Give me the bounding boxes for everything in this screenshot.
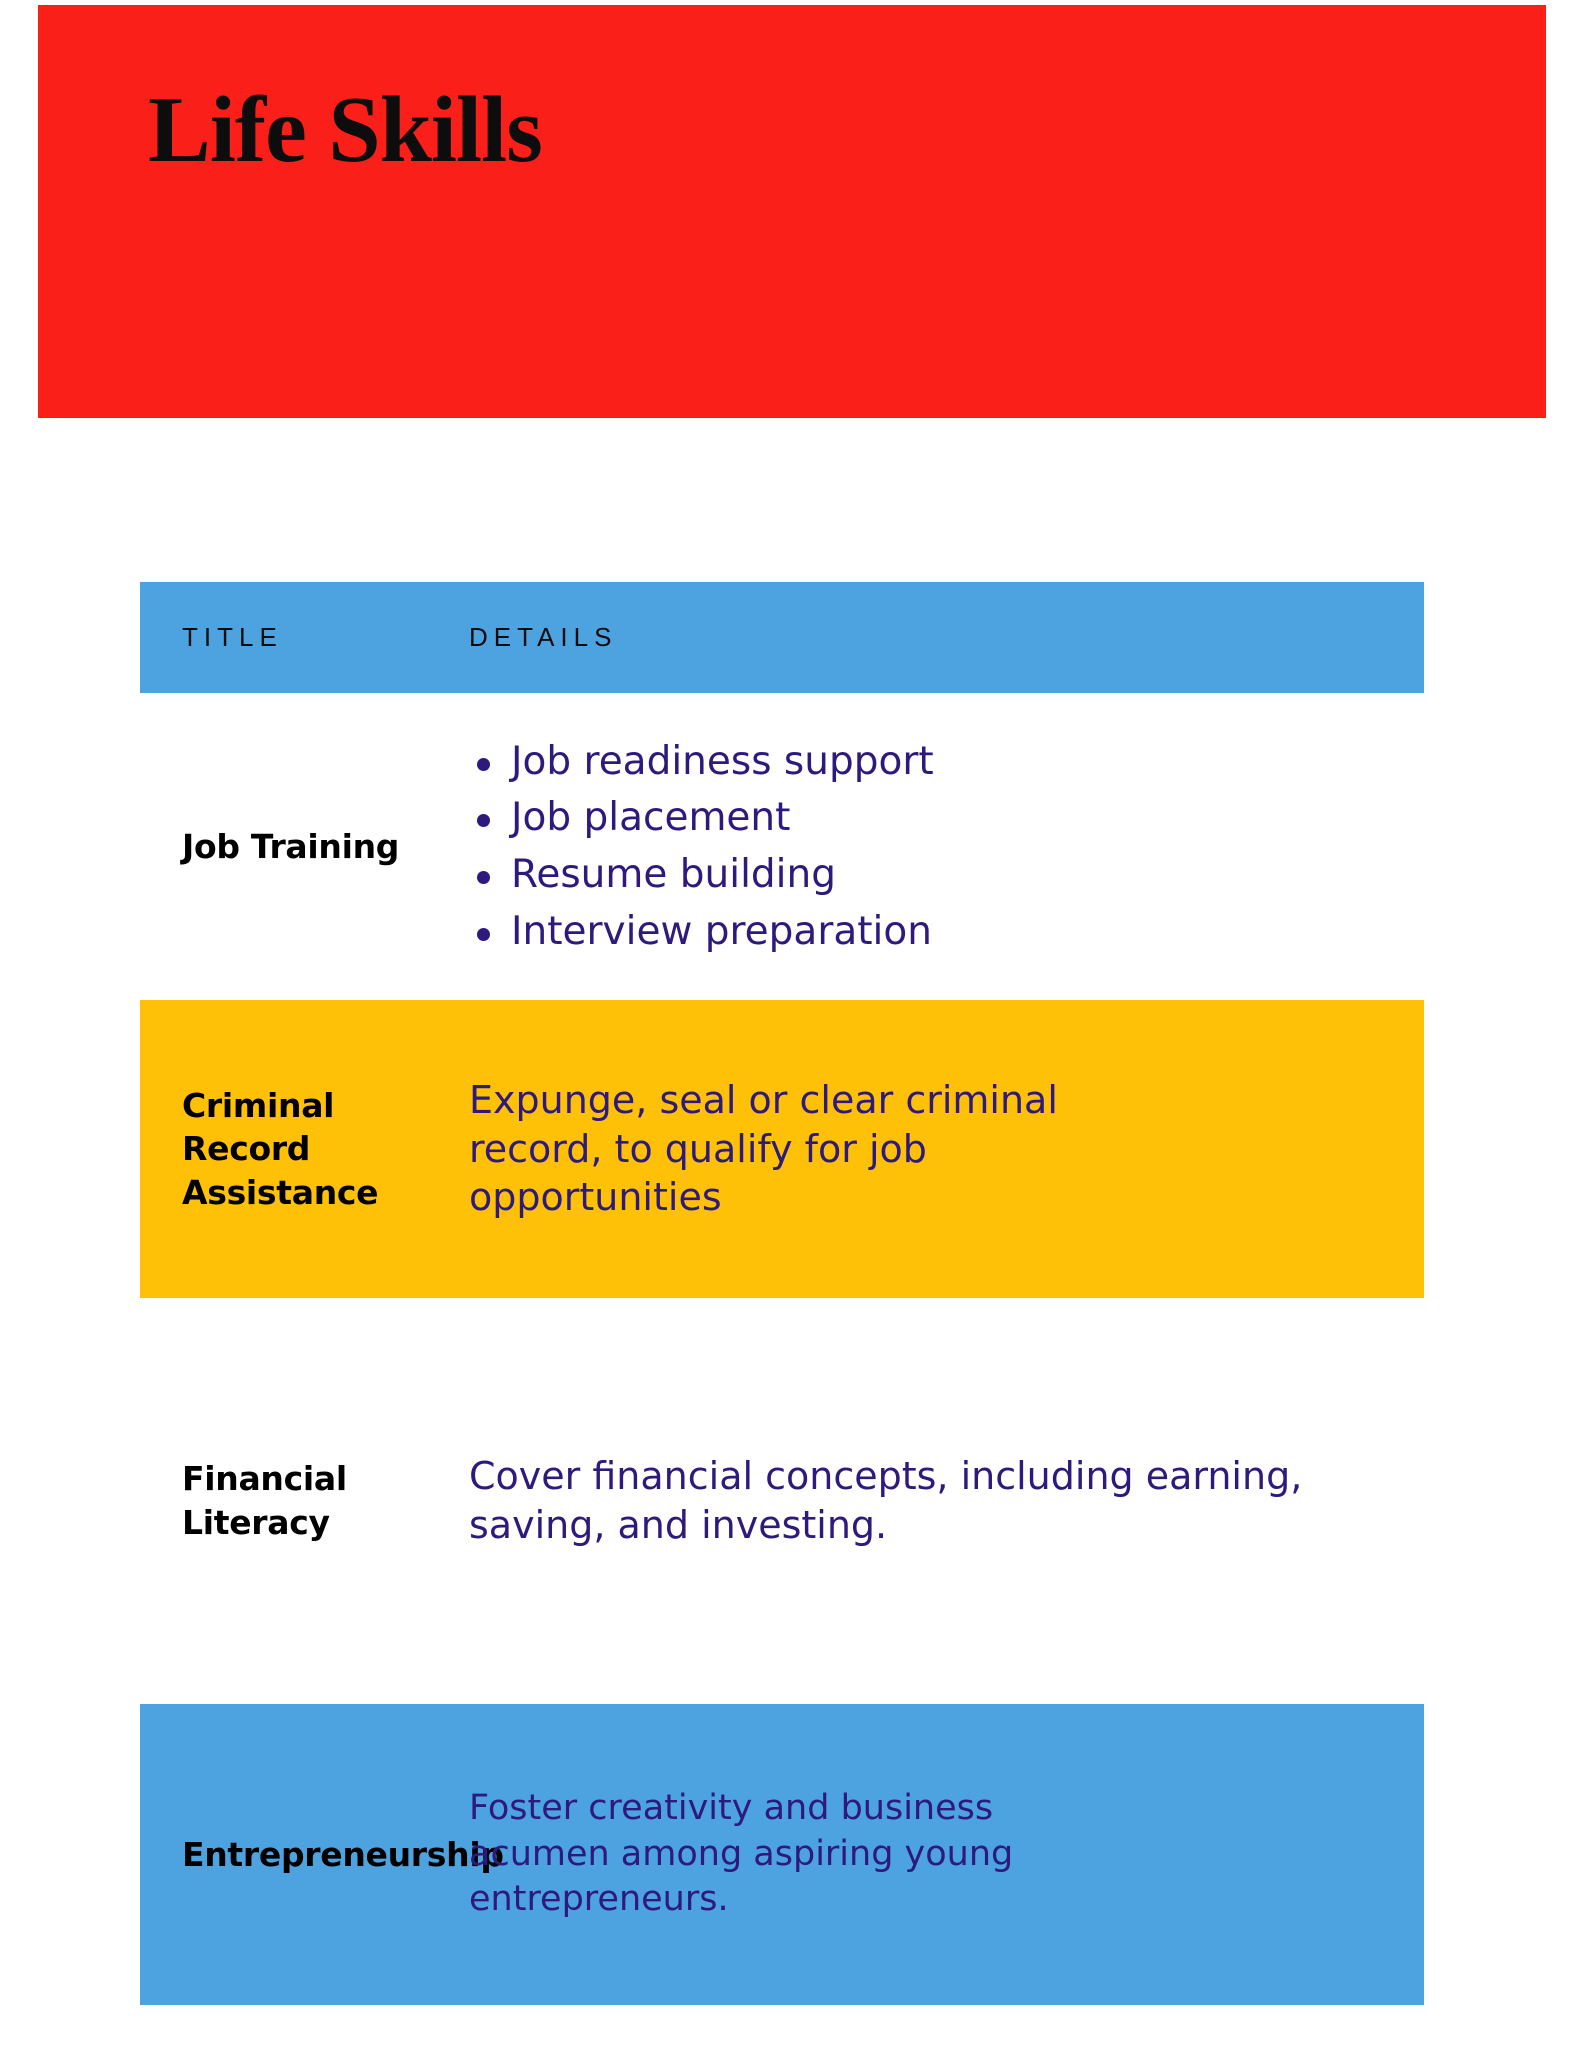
table-row [140,1000,1424,1298]
table-row [140,1400,1424,1602]
table-row [140,1704,1424,2005]
table-row [140,693,1424,1000]
hero-banner [38,5,1546,418]
row-title-line: Criminal [182,1085,335,1125]
row-title-cell [140,825,445,869]
row-title-line: Record [182,1129,311,1169]
column-header-title-cell [140,622,445,653]
row-details-cell [445,1452,1424,1549]
row-title [182,1084,445,1215]
column-header-title: TITLE [182,622,283,652]
row-title-cell [140,1457,445,1544]
row-title-line: Assistance [182,1172,379,1212]
column-header-details: DETAILS [469,622,618,652]
row-title-line: Literacy [182,1503,330,1542]
row-details-cell [445,1786,1424,1923]
list-item: Job readiness support [469,737,1424,787]
row-details-cell [445,1076,1424,1222]
row-spacer [140,1298,1424,1400]
details-bullet-list [469,737,1424,956]
row-details-cell [445,737,1424,956]
row-title-cell [140,1084,445,1215]
list-item: Interview preparation [469,907,1424,957]
row-spacer [140,1602,1424,1704]
column-header-details-cell [445,622,1424,653]
row-title-cell [140,1833,504,1877]
table-header-row [140,582,1424,693]
row-details: Cover financial concepts, including earning, saving, and investing. [469,1454,1303,1547]
list-item: Resume building [469,850,1424,900]
row-title [182,1457,445,1544]
life-skills-table [140,582,1424,2005]
page-title: Life Skills [148,78,542,182]
row-title-line: Financial [182,1459,347,1499]
row-title: Job Training [182,826,400,866]
list-item: Job placement [469,793,1424,843]
row-details: Expunge, seal or clear criminal record, to qualify for job opportunities [469,1078,1058,1220]
row-title: Entrepreneurship [182,1834,504,1874]
row-details: Foster creativity and business acumen among aspiring young entrepreneurs. [469,1788,1014,1920]
